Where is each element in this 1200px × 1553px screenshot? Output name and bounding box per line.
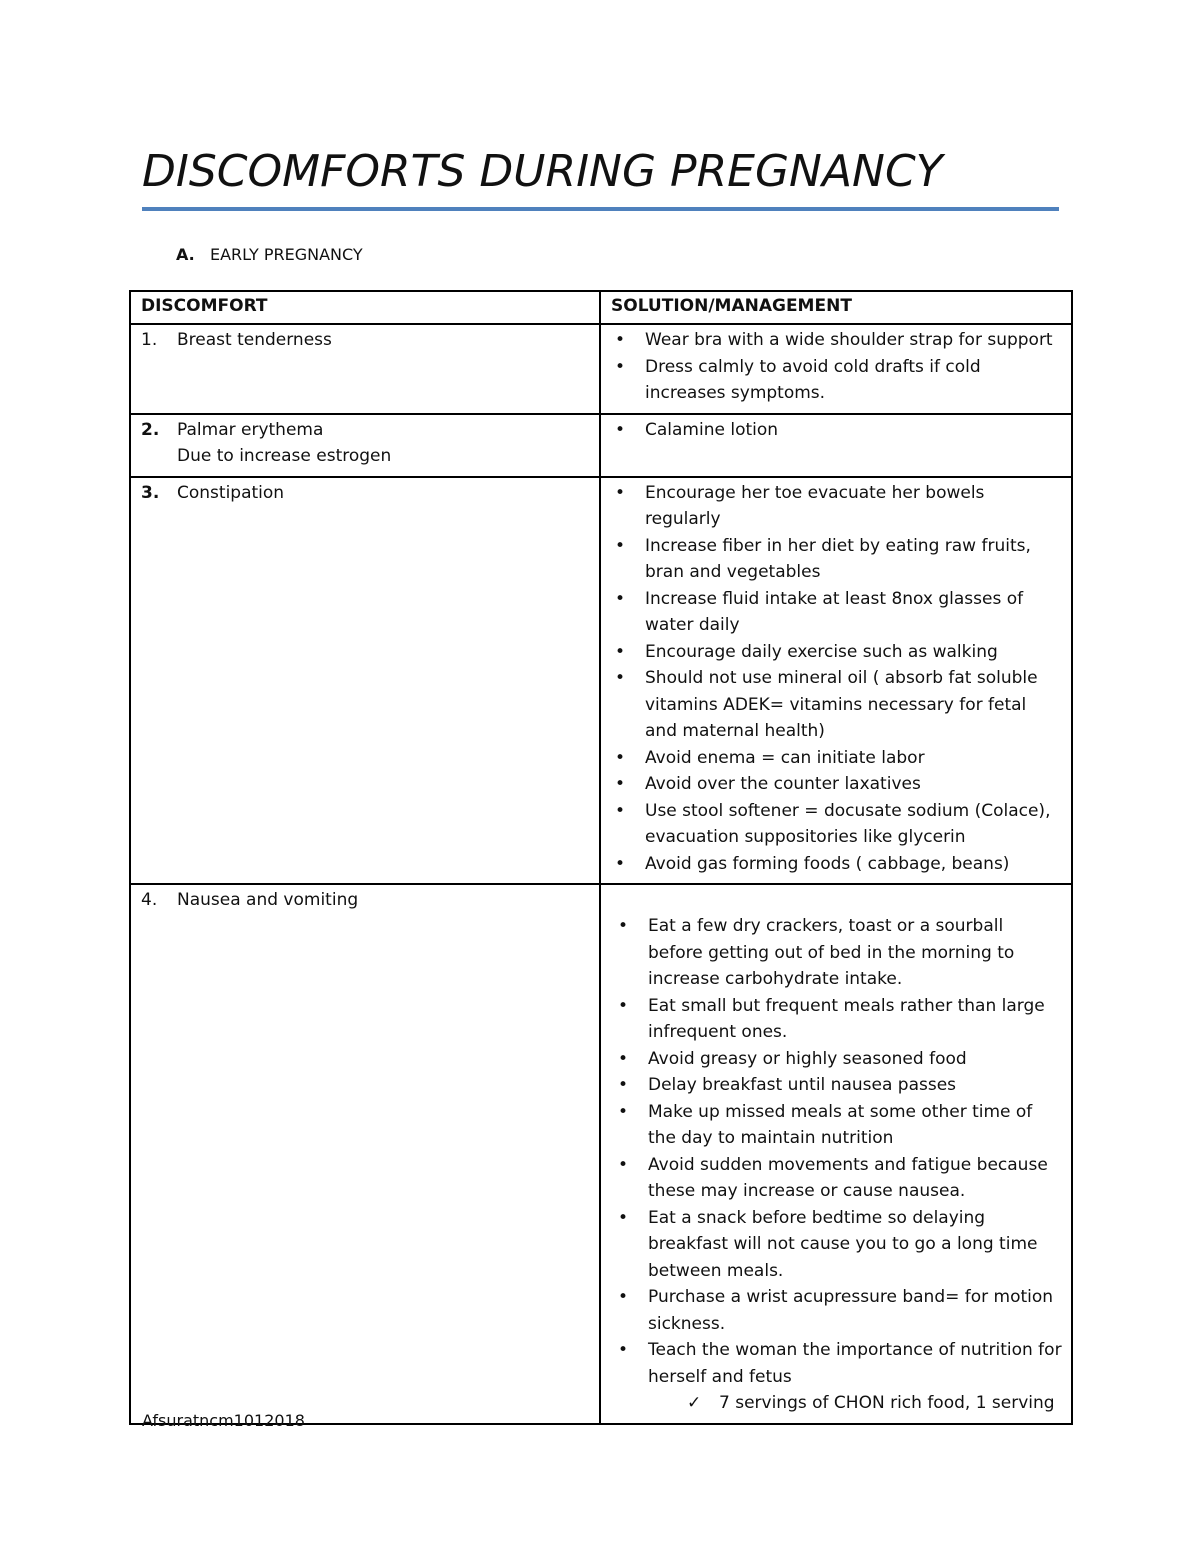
discomfort-cell xyxy=(130,884,600,1424)
section-heading xyxy=(176,245,363,264)
bullet-icon: • xyxy=(618,1101,629,1122)
list-item xyxy=(601,417,1063,444)
discomfort-label: Constipation xyxy=(177,482,285,503)
bullet-icon: • xyxy=(615,668,626,688)
bullet-icon: • xyxy=(618,1207,629,1228)
solution-text: Avoid sudden movements and fatigue because these may increase or cause nausea. xyxy=(648,1154,1048,1201)
title-underline xyxy=(142,207,1059,211)
list-item xyxy=(601,851,1063,878)
discomfort-label: Palmar erythema xyxy=(177,419,324,440)
list-item xyxy=(601,1046,1063,1073)
solution-text: Make up missed meals at some other time of the day to maintain nutrition xyxy=(648,1101,1033,1148)
bullet-icon: • xyxy=(615,853,626,874)
section-label: EARLY PREGNANCY xyxy=(210,245,363,264)
solution-text: Eat a snack before bedtime so delaying breakfast will not cause you to go a long time between meals. xyxy=(648,1207,1038,1281)
bullet-icon: • xyxy=(615,535,626,556)
solution-text: Avoid greasy or highly seasoned food xyxy=(648,1048,967,1069)
header-discomfort: DISCOMFORT xyxy=(130,291,600,324)
list-item xyxy=(601,745,1063,772)
table-header-row xyxy=(130,291,1072,324)
solution-text: Use stool softener = docusate sodium (Colace), evacuation suppositories like glycerin xyxy=(645,800,1051,847)
list-item xyxy=(601,1152,1063,1205)
table-row xyxy=(130,414,1072,477)
solution-text: Encourage daily exercise such as walking xyxy=(645,641,998,662)
discomfort-cell xyxy=(130,414,600,477)
section-letter: A. xyxy=(176,245,195,264)
checkmark-icon: ✓ xyxy=(687,1393,702,1413)
bullet-icon: • xyxy=(618,1154,629,1175)
discomfort-cell xyxy=(130,324,600,414)
bullet-icon: • xyxy=(618,916,629,936)
solution-text: Wear bra with a wide shoulder strap for support xyxy=(645,330,1053,350)
bullet-icon: • xyxy=(618,1287,629,1307)
bullet-icon: • xyxy=(615,482,626,503)
discomfort-label: Breast tenderness xyxy=(177,330,332,350)
row-number: 3. xyxy=(141,482,160,503)
solution-text: Avoid over the counter laxatives xyxy=(645,774,921,794)
list-item xyxy=(601,354,1063,407)
list-item xyxy=(601,1284,1063,1337)
list-item xyxy=(601,798,1063,851)
bullet-icon: • xyxy=(615,588,626,609)
discomfort-note: Due to increase estrogen xyxy=(177,446,392,466)
list-item xyxy=(601,993,1063,1046)
solution-text: Avoid gas forming foods ( cabbage, beans) xyxy=(645,853,1010,874)
solution-cell xyxy=(600,414,1072,477)
list-item xyxy=(601,639,1063,666)
table-row xyxy=(130,884,1072,1424)
bullet-icon: • xyxy=(615,356,626,377)
document-title: DISCOMFORTS DURING PREGNANCY xyxy=(142,146,943,197)
bullet-icon: • xyxy=(618,995,629,1016)
list-item xyxy=(601,771,1063,798)
row-number: 1. xyxy=(141,330,158,350)
discomfort-cell xyxy=(130,477,600,885)
list-item xyxy=(601,327,1063,354)
bullet-icon: • xyxy=(618,1075,629,1095)
bullet-icon: • xyxy=(615,330,626,350)
solution-cell xyxy=(600,324,1072,414)
list-item xyxy=(601,586,1063,639)
solution-text: Increase fiber in her diet by eating raw fruits, bran and vegetables xyxy=(645,535,1031,582)
bullet-icon: • xyxy=(618,1340,629,1360)
list-item xyxy=(601,480,1063,533)
list-item xyxy=(601,913,1063,993)
list-item xyxy=(601,1337,1063,1390)
discomfort-table xyxy=(129,290,1073,1425)
list-item xyxy=(601,1099,1063,1152)
solution-cell xyxy=(600,477,1072,885)
bullet-icon: • xyxy=(615,800,626,821)
solution-text: Encourage her toe evacuate her bowels regularly xyxy=(645,482,985,529)
list-item xyxy=(601,1072,1063,1099)
sub-item-text: 7 servings of CHON rich food, 1 serving xyxy=(719,1393,1055,1413)
discomfort-label: Nausea and vomiting xyxy=(177,890,359,910)
solution-text: Teach the woman the importance of nutrition for herself and fetus xyxy=(648,1340,1062,1387)
solution-text: Eat small but frequent meals rather than large infrequent ones. xyxy=(648,995,1045,1042)
footer-text: Afsuratncm1012018 xyxy=(142,1411,305,1430)
bullet-icon: • xyxy=(618,1048,629,1069)
row-number: 2. xyxy=(141,419,160,440)
bullet-icon: • xyxy=(615,747,626,768)
solution-text: Increase fluid intake at least 8nox glasses of water daily xyxy=(645,588,1024,635)
solution-cell xyxy=(600,884,1072,1424)
sub-list-item xyxy=(601,1390,1063,1417)
solution-text: Calamine lotion xyxy=(645,419,779,440)
solution-text: Dress calmly to avoid cold drafts if cold increases symptoms. xyxy=(645,356,981,403)
list-item xyxy=(601,1205,1063,1285)
table-row xyxy=(130,324,1072,414)
header-solution: SOLUTION/MANAGEMENT xyxy=(600,291,1072,324)
list-item xyxy=(601,665,1063,745)
bullet-icon: • xyxy=(615,641,626,662)
solution-text: Eat a few dry crackers, toast or a sourball before getting out of bed in the morning to increase carbohydrate intake. xyxy=(648,916,1015,989)
solution-text: Delay breakfast until nausea passes xyxy=(648,1075,957,1095)
bullet-icon: • xyxy=(615,774,626,794)
solution-text: Should not use mineral oil ( absorb fat soluble vitamins ADEK= vitamins necessary for fetal and maternal health) xyxy=(645,668,1038,741)
list-item xyxy=(601,533,1063,586)
table-row xyxy=(130,477,1072,885)
solution-text: Purchase a wrist acupressure band= for motion sickness. xyxy=(648,1287,1054,1334)
solution-text: Avoid enema = can initiate labor xyxy=(645,747,925,768)
bullet-icon: • xyxy=(615,419,626,440)
row-number: 4. xyxy=(141,890,158,910)
